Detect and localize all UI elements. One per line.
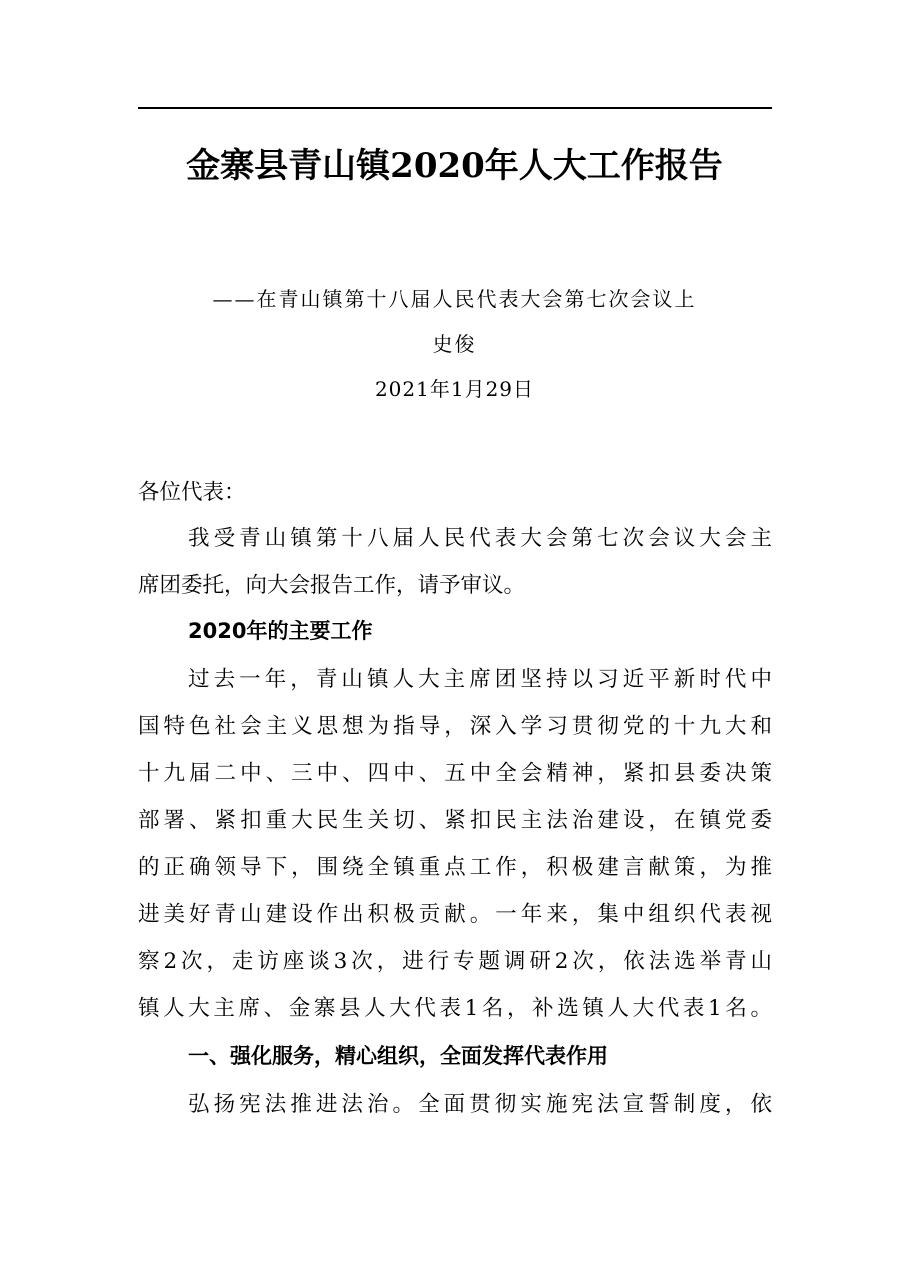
paragraph-line: 弘扬宪法推进法治。全面贯彻实施宪法宣誓制度，依 (188, 1092, 772, 1117)
paragraph-line: 察2次，走访座谈3次，进行专题调研2次，依法选举青山 (138, 949, 772, 974)
header-rule (138, 107, 772, 109)
report-date: 2021年1月29日 (374, 377, 535, 401)
paragraph-line: 十九届二中、三中、四中、五中全会精神，紧扣县委决策 (138, 761, 772, 786)
paragraph-line: 部署、紧扣重大民生关切、紧扣民主法治建设，在镇党委 (138, 808, 772, 833)
document-title: 金寨县青山镇2020年人大工作报告 (186, 146, 723, 186)
paragraph-line: 进美好青山建设作出积极贡献。一年来，集中组织代表视 (138, 902, 772, 927)
author-name: 史俊 (432, 332, 477, 356)
section-heading-main: 2020年的主要工作 (188, 619, 373, 643)
paragraph-line: 国特色社会主义思想为指导，深入学习贯彻党的十九大和 (138, 714, 772, 739)
subtitle-occasion: ——在青山镇第十八届人民代表大会第七次会议上 (212, 287, 697, 311)
intro-line: 我受青山镇第十八届人民代表大会第七次会议大会主 (188, 526, 772, 551)
intro-line: 席团委托，向大会报告工作，请予审议。 (138, 573, 526, 598)
salutation: 各位代表： (138, 480, 246, 505)
section-heading-1: 一、强化服务，精心组织，全面发挥代表作用 (188, 1044, 608, 1068)
paragraph-line: 过去一年，青山镇人大主席团坚持以习近平新时代中 (188, 667, 772, 692)
paragraph-line: 镇人大主席、金寨县人大代表1名，补选镇人大代表1名。 (138, 996, 772, 1021)
paragraph-line: 的正确领导下，围绕全镇重点工作，积极建言献策，为推 (138, 855, 772, 880)
